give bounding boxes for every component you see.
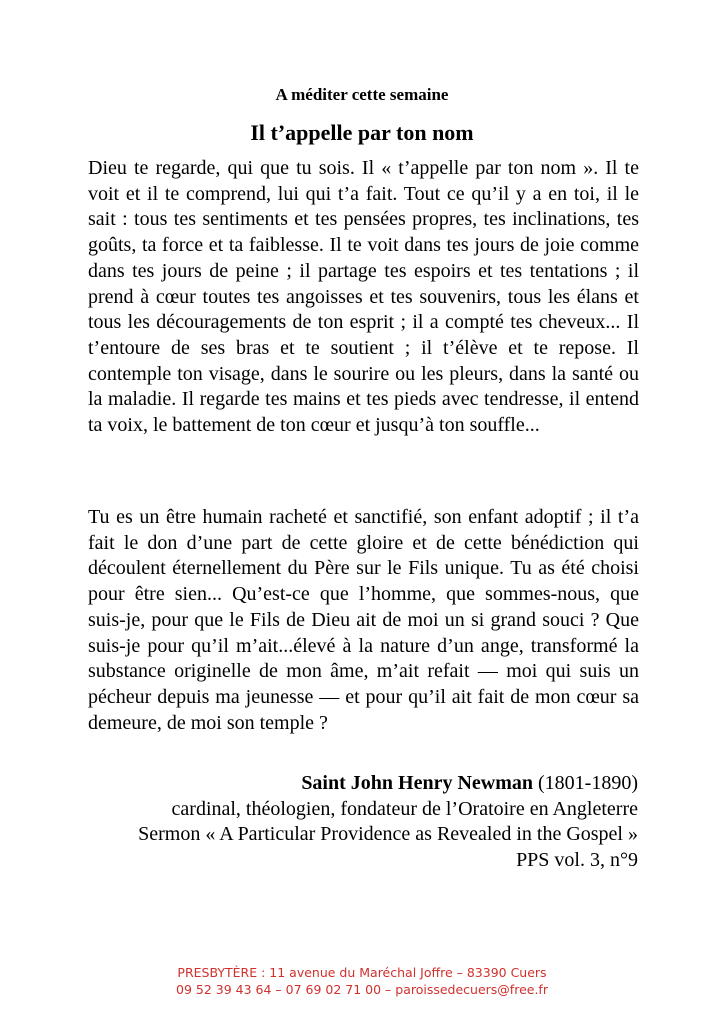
footer-address: PRESBYTÈRE : 11 avenue du Maréchal Joffre – 83390 Cuers xyxy=(177,965,547,980)
author-role: cardinal, théologien, fondateur de l’Oratoire en Angleterre xyxy=(171,797,638,820)
attribution-block xyxy=(60,771,638,874)
sermon-title: Sermon « A Particular Providence as Revealed in the Gospel » xyxy=(138,823,638,846)
author-name: Saint John Henry Newman xyxy=(301,772,534,794)
sermon-reference: PPS vol. 3, n°9 xyxy=(516,849,638,872)
body-paragraph-2: Tu es un être humain racheté et sanctifié, son enfant adoptif ; il t’a fait le don d’une part de cette gloire et de cette bénédiction qui découlent éternellement du Père sur le Fils unique. Tu as été choisi pour être sien... Qu’est-ce que l’homme, que sommes-nous, que suis-je, pour que le Fils de Dieu ait de moi un si grand souci ? Que suis-je pour qu’il m’ait...élevé à la nature d’un ange, transformé la substance originelle de mon âme, m’ait refait — moi qui suis un pécheur depuis ma jeunesse — et pour qu’il ait fait de mon cœur sa demeure, de moi son temple ? xyxy=(88,506,639,734)
footer xyxy=(0,964,724,998)
section-kicker: A méditer cette semaine xyxy=(275,85,449,104)
footer-contact: 09 52 39 43 64 – 07 69 02 71 00 – paroissedecuers@free.fr xyxy=(176,982,548,997)
page-title: Il t’appelle par ton nom xyxy=(250,120,474,145)
attribution-author-line xyxy=(60,771,638,797)
body-paragraph-1: Dieu te regarde, qui que tu sois. Il « t’appelle par ton nom ». Il te voit et il te comprend, lui qui t’a fait. Tout ce qu’il y a en toi, il le sait : tous tes sentiments et tes pensées propres, tes inclinations, tes goûts, ta force et ta faiblesse. Il te voit dans tes jours de joie comme dans tes jours de peine ; il partage tes espoirs et tes tentations ; il prend à cœur toutes tes angoisses et tes souvenirs, tous les élans et tous les découragements de ton esprit ; il a compté tes cheveux... Il t’entoure de ses bras et te soutient ; il t’élève et te repose. Il contemple ton visage, dans le sourire ou les pleurs, dans la santé ou la maladie. Il regarde tes mains et tes pieds avec tendresse, il entend ta voix, le battement de ton cœur et jusqu’à ton souffle... xyxy=(88,157,639,437)
author-dates: (1801-1890) xyxy=(533,772,638,794)
